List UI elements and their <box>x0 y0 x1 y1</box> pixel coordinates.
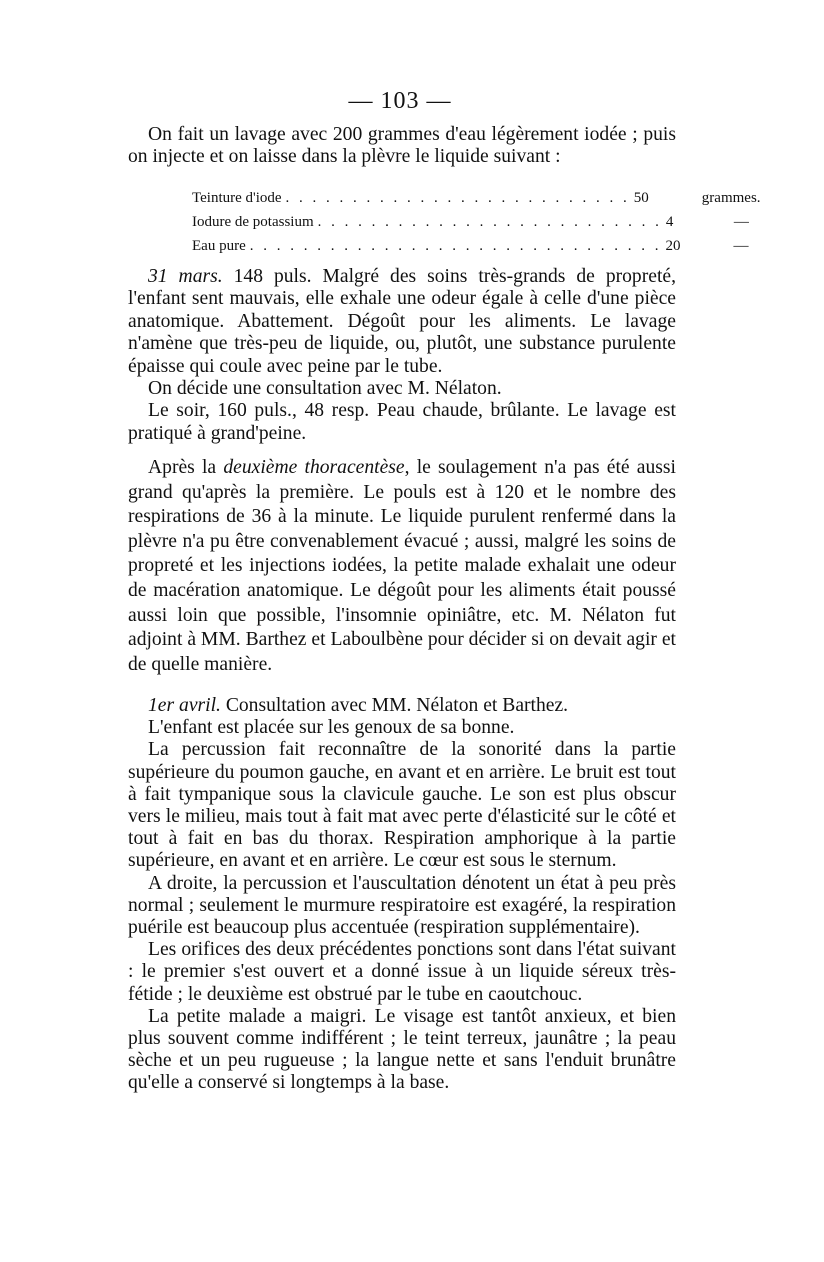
recipe-table <box>192 186 761 258</box>
ingredient-unit: — <box>733 214 749 230</box>
page-number: — 103 — <box>348 88 452 114</box>
march-31-entry <box>128 266 676 378</box>
entry-date: 31 mars. <box>148 266 223 287</box>
thoracentese-term: deuxième thoracentèse <box>223 457 405 478</box>
paragraph: L'enfant est placée sur les genoux de sa bonne. <box>148 717 515 739</box>
ingredient-name: Teinture d'iode <box>192 190 282 206</box>
march-31-block <box>128 266 676 445</box>
entry-text: Consultation avec MM. Nélaton et Barthez. <box>220 695 569 716</box>
paragraph: A droite, la percussion et l'auscultation dénotent un état à peu près normal ; seulement le murmure respiratoire est exagéré, la respiration puérile est beaucoup plus accentuée (respiration supplémentaire). <box>128 872 676 939</box>
paragraph: La percussion fait reconnaître de la sonorité dans la partie supérieure du poumon gauche, en avant et en arrière. Le bruit est tout à fait tympanique sous la clavicule gauche. Le son est plus obscur vers le milieu, mais tout à fait mat avec perte d'élasticité sur le côté et tout à fait en bas du thorax. Respiration amphorique à la partie supérieure, en avant et en arrière. Le cœur est sous le sternum. <box>128 739 676 872</box>
thoracentese-paragraph <box>128 456 676 677</box>
paragraph: Les orifices des deux précédentes ponctions sont dans l'état suivant : le premier s'est ouvert et a donné issue à un liquide séreux très-fétide ; le deuxième est obstrué par le tube en caoutchouc. <box>128 939 676 1005</box>
entry-text: 148 puls. Malgré des soins très-grands de propreté, l'enfant sent mauvais, elle exhale une odeur égale à celle d'une pièce anatomique. Abattement. Dégoût pour les aliments. Le lavage n'amène que très-peu de liquide, ou, plutôt, une substance purulente épaisse qui coule avec peine par le tube. <box>128 266 676 377</box>
recipe-row <box>192 210 749 234</box>
ingredient-unit: grammes. <box>701 190 761 206</box>
ingredient-unit: — <box>733 238 749 254</box>
recipe-row <box>192 234 749 258</box>
leader-dots: . . . . . . . . . . . . . . . . . . . . . . . . . . <box>317 214 662 230</box>
recipe-row <box>192 186 761 210</box>
intro-paragraph: On fait un lavage avec 200 grammes d'eau légèrement iodée ; puis on injecte et on laisse dans la plèvre le liquide suivant : <box>128 124 676 168</box>
ingredient-qty: 4 <box>665 214 674 230</box>
leader-dots: . . . . . . . . . . . . . . . . . . . . . . . . . . <box>285 190 630 206</box>
ingredient-qty: 50 <box>633 190 649 206</box>
thoracentese-block <box>128 456 676 677</box>
ingredient-qty: 20 <box>665 238 681 254</box>
ingredient-name: Iodure de potassium <box>192 214 314 230</box>
text-before: Après la <box>148 457 224 478</box>
evening-note: Le soir, 160 puls., 48 resp. Peau chaude, brûlante. Le lavage est pratiqué à grand'peine. <box>128 400 676 444</box>
ingredient-name: Eau pure <box>192 238 246 254</box>
paragraph: La petite malade a maigri. Le visage est tantôt anxieux, et bien plus souvent comme indifférent ; le teint terreux, jaunâtre ; la peau sèche et un peu rugueuse ; la langue nette et sans l'enduit brunâtre qu'elle a conservé si longtemps à la base. <box>128 1005 676 1094</box>
april-1-block <box>128 695 676 1095</box>
entry-date: 1er avril. <box>148 695 221 716</box>
intro-block <box>128 124 676 169</box>
leader-dots: . . . . . . . . . . . . . . . . . . . . . . . . . . . . . . . <box>249 238 662 254</box>
text-after: , le soulagement n'a pas été aussi grand qu'après la première. Le pouls est à 120 et le nombre des respirations de 36 à la minute. Le liquide purulent renfermé dans la plèvre n'a pu être convenablement évacué ; aussi, malgré les soins de propreté et les injections iodées, la petite malade exhalait une odeur de macération anatomique. Le dégoût pour les aliments était poussé aussi loin que possible, l'insomnie opiniâtre, etc. M. Nélaton fut adjoint à MM. Barthez et Laboulbène pour décider si on devait agir et de quelle manière. <box>128 457 676 675</box>
consultation-decision: On décide une consultation avec M. Nélaton. <box>148 378 502 400</box>
april-1-entry <box>128 695 676 717</box>
